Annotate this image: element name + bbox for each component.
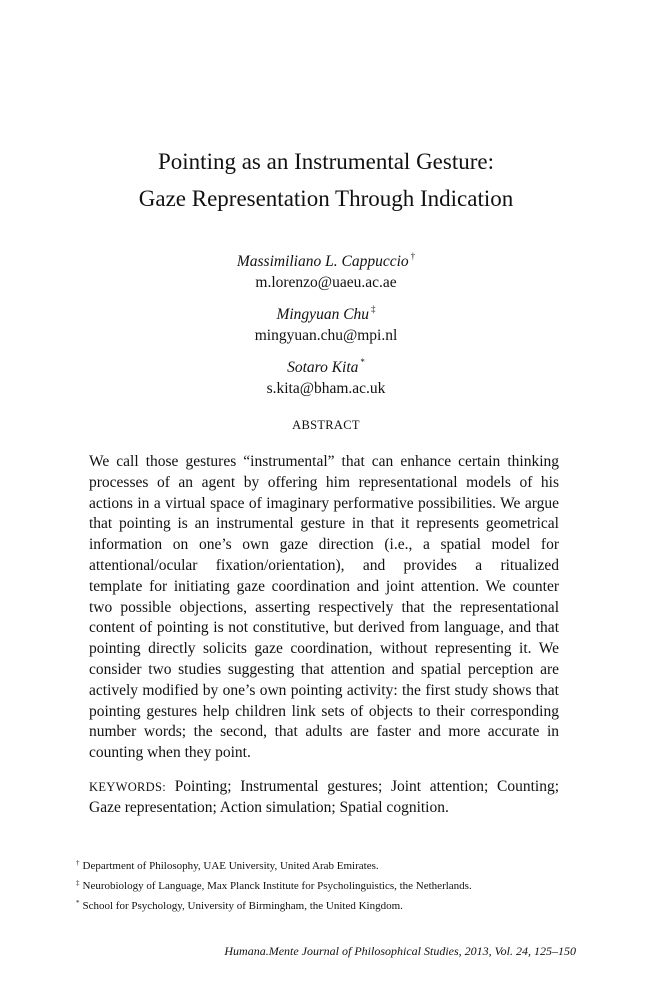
- abstract-line: actively modified by one’s own pointing activity: the first study shows that: [89, 681, 559, 699]
- abstract-line: pointing gestures help children link sets of objects to their corresponding: [89, 702, 559, 720]
- author-block: [0, 246, 652, 293]
- abstract-line: attentional/ocular fixation/orientation), and provides a ritualized: [89, 556, 559, 574]
- affiliation-mark: *: [360, 357, 365, 367]
- footnote-mark: *: [76, 899, 80, 907]
- author-email: m.lorenzo@uaeu.ac.ae: [255, 274, 397, 291]
- author-name: Sotaro Kita: [287, 359, 359, 376]
- keywords: [89, 777, 559, 819]
- footnote-text: Neurobiology of Language, Max Planck Institute for Psycholinguistics, the Netherlands.: [82, 880, 472, 892]
- abstract-heading: ABSTRACT: [292, 418, 360, 432]
- author-name-line: [0, 299, 652, 325]
- footnote-text: Department of Philosophy, UAE University, United Arab Emirates.: [82, 860, 379, 872]
- abstract-line: information on one’s own gaze direction (i.e., a spatial model for: [89, 536, 559, 554]
- abstract-line: number words; the second, that adults are faster and more accurate in: [89, 723, 559, 741]
- affiliation-mark: ‡: [371, 304, 376, 314]
- abstract-line: content of pointing is not constitutive, but derived from language, and that: [89, 619, 559, 637]
- journal-citation: Humana.Mente Journal of Philosophical Studies, 2013, Vol. 24, 125–150: [224, 944, 576, 958]
- footnotes: [76, 855, 596, 915]
- author-email: mingyuan.chu@mpi.nl: [254, 327, 398, 344]
- author-name: Massimiliano L. Cappuccio: [236, 253, 409, 270]
- keywords-label: KEYWORDS:: [89, 780, 167, 794]
- author-name-line: [0, 352, 652, 378]
- abstract-line: template for initiating gaze coordination and joint attention. We counter: [89, 577, 559, 595]
- author-block: [0, 352, 652, 399]
- author-block: [0, 299, 652, 346]
- affiliation-mark: †: [410, 251, 416, 261]
- footnote: [76, 895, 596, 915]
- abstract-line: actions in a virtual space of imaginary performative possibilities. We argue: [89, 494, 559, 512]
- footnote-mark: ‡: [76, 879, 80, 887]
- footnote: [76, 875, 596, 895]
- abstract-line: We call those gestures “instrumental” that can enhance certain thinking: [89, 453, 559, 470]
- footnote-mark: †: [76, 859, 80, 867]
- paper-title-line-2: Gaze Representation Through Indication: [138, 186, 514, 211]
- abstract-line: counting when they point.: [89, 744, 251, 762]
- author-email: s.kita@bham.ac.uk: [266, 380, 386, 397]
- abstract-line: processes of an agent by offering him representational models of his: [89, 473, 559, 491]
- footnote: [76, 855, 596, 875]
- paper-title: [0, 143, 652, 217]
- paper-title-line-1: Pointing as an Instrumental Gesture:: [158, 149, 494, 174]
- author-name-line: [0, 246, 652, 272]
- abstract-line: pointing directly solicits gaze coordination, without representing it. We: [89, 640, 559, 658]
- author-name: Mingyuan Chu: [276, 306, 370, 323]
- abstract-line: consider two studies suggesting that attention and spatial perception are: [89, 660, 559, 678]
- keywords-text: Pointing; Instrumental gestures; Joint attention; Counting; Gaze representation; Action simulation; Spatial cognition.: [89, 778, 559, 816]
- abstract-line: two possible objections, asserting respectively that the representational: [89, 598, 559, 616]
- abstract-body: [89, 452, 559, 764]
- abstract-line: that pointing is an instrumental gesture in that it represents geometrical: [89, 515, 559, 533]
- author-list: [0, 246, 652, 399]
- footnote-text: School for Psychology, University of Birmingham, the United Kingdom.: [82, 900, 403, 912]
